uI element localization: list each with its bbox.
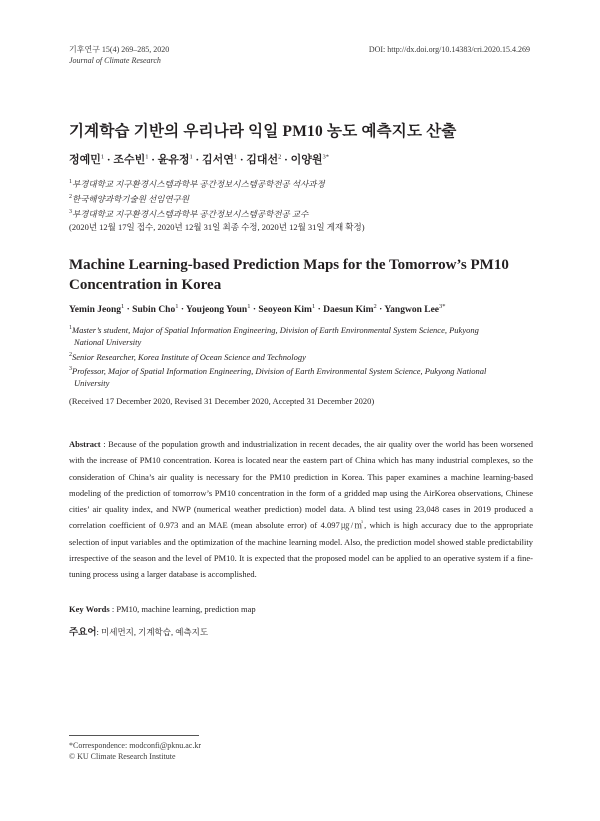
korean-keywords-text: : 미세먼지, 기계학습, 예측지도 [96, 627, 209, 637]
keywords [69, 604, 256, 614]
author: 김서연 [201, 154, 234, 166]
affiliation-continuation: University [74, 378, 110, 389]
korean-title: 기계학습 기반의 우리나라 익일 PM10 농도 예측지도 산출 [69, 123, 457, 140]
journal-citation: 기후연구 15(4) 269–285, 2020 [69, 45, 170, 54]
affiliation: $^1$부경대학교 지구환경시스템과학부 공간정보시스템공학전공 석사과정 [69, 178, 325, 189]
footnotes [69, 740, 201, 762]
abstract-text: : Because of the population growth and industrialization in recent decades, the air quality over the world has been worsened with the increase of PM10 concentration. Korea is located near the eastern part of China which has many industrial complexes, so the consideration of China’s air quality is necessary for the PM10 prediction in Korea. This paper examines a machine learning-based modeling of the prediction of tomorrow’s PM10 concentration in the form of a gridded map using the AirKorea observations, Chinese cities’ air quality index, and NWP (numerical weather prediction) model data. A blind test using 23,048 cases in 2019 produced a correlation coefficient of 0.973 and an MAE (mean absolute error) of 4.097㎍/㎥, which is high accuracy due to the appropriate selection of input variables and the optimization of the machine learning model. Also, the prediction model showed stable predictability irrespective of the season and the level of PM10. It is expected that the proposed model can be applied to an operative system if a fine-tuning process using a larger database is accomplished. [69, 439, 533, 580]
author: Youjeong Youn [186, 305, 248, 316]
author: Seoyeon Kim [258, 305, 312, 316]
abstract-label: Abstract [69, 439, 101, 449]
korean-dates: (2020년 12월 17일 접수, 2020년 12월 31일 최종 수정, 2020년 12월 31일 게재 확정) [69, 222, 365, 232]
keywords-text: : PM10, machine learning, prediction map [109, 604, 256, 614]
author: Yangwon Lee [384, 305, 440, 316]
affiliation: $^3$Professor, Major of Spatial Information Engineering, Division of Earth Environmental System Science, Pukyong National [69, 365, 487, 376]
keywords-label: Key Words [69, 604, 110, 614]
running-header [69, 44, 169, 66]
korean-keywords [69, 624, 208, 638]
author: 조수빈 [113, 154, 146, 166]
author: 윤유정 [157, 154, 190, 166]
author: 이양원 [290, 154, 323, 166]
journal-name: Journal of Climate Research [69, 56, 161, 65]
author: Subin Cho [132, 305, 176, 316]
footnote-divider [69, 735, 199, 736]
abstract [69, 436, 533, 583]
english-affiliations [69, 322, 539, 390]
doi-link[interactable]: DOI: http://dx.doi.org/10.14383/cri.2020.15.4.269 [368, 45, 530, 54]
correspondence-note: *Correspondence: modconfi@pknu.ac.kr [69, 741, 201, 750]
korean-affiliations [69, 176, 325, 220]
copyright-note: © KU Climate Research Institute [69, 752, 176, 761]
author: Daesun Kim [323, 305, 374, 316]
affiliation-continuation: National University [74, 337, 142, 348]
korean-authors: 정예민$^1$ · 조수빈$^1$ · 윤유정$^1$ · 김서연$^1$ · 김대선$^2$ · 이양원$^{3*}$ [69, 153, 329, 166]
author: 김대선 [246, 154, 279, 166]
author: 정예민 [69, 154, 101, 166]
affiliation: $^2$한국해양과학기술원 선임연구원 [69, 193, 190, 204]
korean-keywords-label: 주요어 [69, 628, 97, 638]
affiliation: $^2$Senior Researcher, Korea Institute of Ocean Science and Technology [69, 351, 306, 362]
english-dates: (Received 17 December 2020, Revised 31 December 2020, Accepted 31 December 2020) [69, 396, 375, 406]
affiliation: $^1$Master’s student, Major of Spatial Information Engineering, Division of Earth Environmental System Science, Pukyong [69, 324, 479, 335]
affiliation: $^3$부경대학교 지구환경시스템과학부 공간정보시스템공학전공 교수 [69, 208, 309, 219]
english-authors: Yemin Jeong$^1$ · Subin Cho$^1$ · Youjeong Youn$^1$ · Seoyeon Kim$^1$ · Daesun Kim$^2$ · Yangwon Lee$^{3*}$ [69, 303, 446, 316]
author: Yemin Jeong [69, 305, 121, 316]
english-title: Machine Learning-based Prediction Maps for the Tomorrow’s PM10 Concentration in Korea [69, 257, 509, 293]
